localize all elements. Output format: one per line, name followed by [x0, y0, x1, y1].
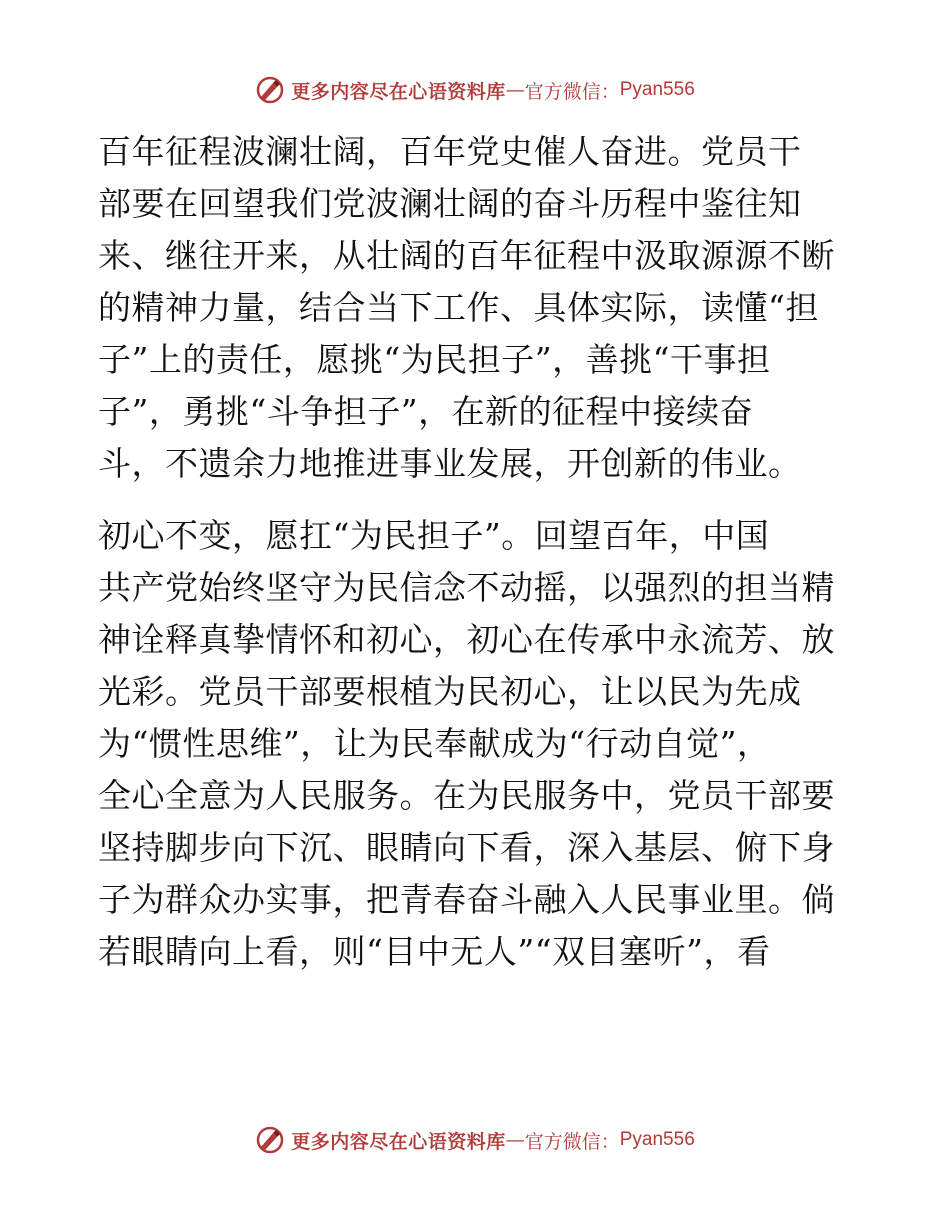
text-line: 部要在回望我们党波澜壮阔的奋斗历程中鉴往知 [98, 184, 802, 223]
text-line: 子”，勇挑“斗争担子”，在新的征程中接续奋 [98, 392, 754, 431]
header-banner [0, 70, 950, 110]
brand-text: 更多内容尽在心语资料库 [291, 1130, 506, 1153]
document-body [98, 126, 850, 978]
text-line: 百年征程波澜壮阔，百年党史催人奋进。党员干 [98, 132, 802, 171]
pen-logo-icon [255, 1125, 285, 1155]
text-line: 子为群众办实事，把青春奋斗融入人民事业里。倘 [98, 880, 835, 919]
text-line: 神诠释真挚情怀和初心，初心在传承中永流芳、放 [98, 620, 835, 659]
text-line: 斗，不遗余力地推进事业发展，开创新的伟业。 [98, 444, 802, 483]
paragraph-gap [98, 490, 850, 510]
footer-banner [0, 1120, 950, 1160]
text-line: 若眼睛向上看，则“目中无人”“双目塞听”，看 [98, 932, 771, 971]
paragraph-2 [98, 510, 850, 978]
text-line: 为“惯性思维”，让为民奉献成为“行动自觉”， [98, 724, 771, 763]
text-line: 坚持脚步向下沉、眼睛向下看，深入基层、俯下身 [98, 828, 835, 867]
wechat-label: 官方微信： [524, 1130, 620, 1153]
text-line: 全心全意为人民服务。在为民服务中，党员干部要 [98, 776, 835, 815]
paragraph-1 [98, 126, 850, 490]
text-line: 初心不变，愿扛“为民担子”。回望百年，中国 [98, 516, 770, 555]
text-line: 子”上的责任，愿挑“为民担子”，善挑“干事担 [98, 340, 771, 379]
brand-text: 更多内容尽在心语资料库 [291, 80, 506, 103]
pen-logo-icon [255, 75, 285, 105]
wechat-id: Pyan556 [619, 1129, 695, 1150]
banner-separator: — [505, 1129, 525, 1151]
wechat-id: Pyan556 [619, 79, 695, 100]
wechat-label: 官方微信： [524, 80, 620, 103]
text-line: 的精神力量，结合当下工作、具体实际，读懂“担 [98, 288, 819, 327]
text-line: 光彩。党员干部要根植为民初心，让以民为先成 [98, 672, 802, 711]
text-line: 来、继往开来，从壮阔的百年征程中汲取源源不断 [98, 236, 835, 275]
text-line: 共产党始终坚守为民信念不动摇，以强烈的担当精 [98, 568, 835, 607]
banner-separator: — [505, 79, 525, 101]
